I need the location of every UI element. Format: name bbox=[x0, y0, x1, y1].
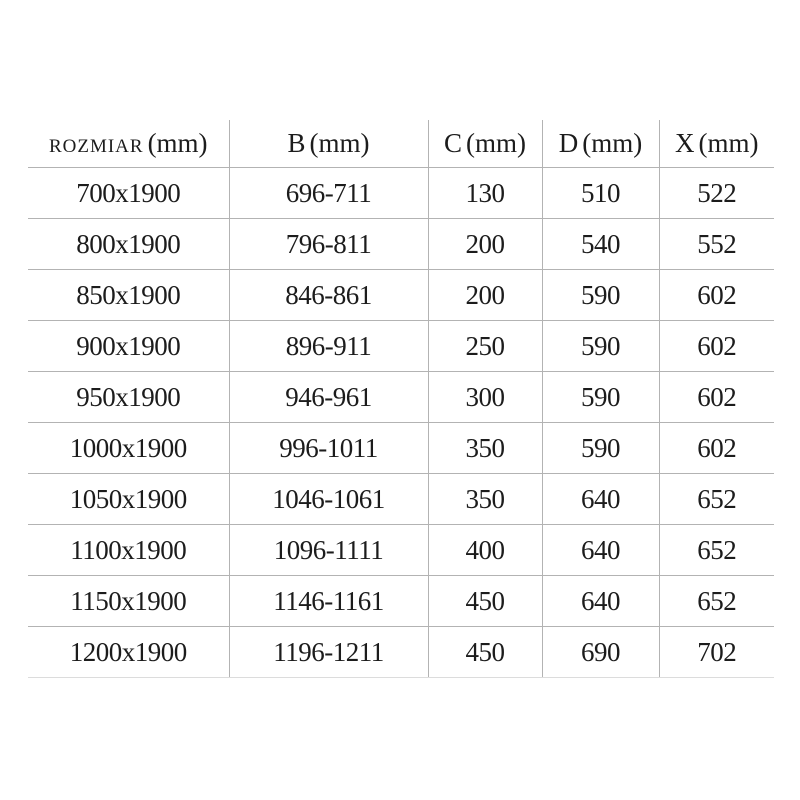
table-row bbox=[28, 474, 774, 525]
column-header-c-label: C bbox=[443, 128, 462, 158]
column-header-b bbox=[229, 120, 428, 168]
column-header-c-unit: (mm) bbox=[466, 128, 526, 158]
cell-b: 1096-1111 bbox=[229, 525, 428, 576]
cell-c: 350 bbox=[428, 474, 542, 525]
cell-x: 702 bbox=[659, 627, 774, 678]
cell-c: 350 bbox=[428, 423, 542, 474]
column-header-x bbox=[659, 120, 774, 168]
cell-x: 652 bbox=[659, 525, 774, 576]
header-row bbox=[28, 120, 774, 168]
column-header-x-label: X bbox=[675, 128, 695, 158]
cell-rozmiar: 1000x1900 bbox=[28, 423, 229, 474]
column-header-d-label: D bbox=[558, 128, 579, 158]
column-header-d bbox=[542, 120, 659, 168]
table-header bbox=[28, 120, 774, 168]
cell-b: 796-811 bbox=[229, 219, 428, 270]
cell-d: 510 bbox=[542, 168, 659, 219]
cell-d: 590 bbox=[542, 423, 659, 474]
cell-rozmiar: 1100x1900 bbox=[28, 525, 229, 576]
cell-c: 400 bbox=[428, 525, 542, 576]
cell-rozmiar: 950x1900 bbox=[28, 372, 229, 423]
cell-x: 602 bbox=[659, 321, 774, 372]
size-specification-table-container bbox=[28, 120, 774, 678]
cell-b: 696-711 bbox=[229, 168, 428, 219]
cell-x: 602 bbox=[659, 423, 774, 474]
cell-b: 846-861 bbox=[229, 270, 428, 321]
cell-d: 690 bbox=[542, 627, 659, 678]
table-row bbox=[28, 219, 774, 270]
table-row bbox=[28, 270, 774, 321]
cell-d: 640 bbox=[542, 576, 659, 627]
column-header-b-unit: (mm) bbox=[309, 128, 370, 158]
cell-x: 522 bbox=[659, 168, 774, 219]
cell-rozmiar: 800x1900 bbox=[28, 219, 229, 270]
table-row bbox=[28, 423, 774, 474]
cell-c: 200 bbox=[428, 219, 542, 270]
cell-c: 250 bbox=[428, 321, 542, 372]
table-row bbox=[28, 525, 774, 576]
cell-b: 1046-1061 bbox=[229, 474, 428, 525]
cell-b: 896-911 bbox=[229, 321, 428, 372]
cell-c: 450 bbox=[428, 576, 542, 627]
column-header-rozmiar bbox=[28, 120, 229, 168]
cell-b: 946-961 bbox=[229, 372, 428, 423]
cell-d: 540 bbox=[542, 219, 659, 270]
column-header-b-label: B bbox=[287, 128, 306, 158]
table-row bbox=[28, 576, 774, 627]
cell-c: 130 bbox=[428, 168, 542, 219]
cell-rozmiar: 850x1900 bbox=[28, 270, 229, 321]
column-header-d-unit: (mm) bbox=[582, 128, 643, 158]
cell-rozmiar: 1050x1900 bbox=[28, 474, 229, 525]
column-header-c bbox=[428, 120, 542, 168]
column-header-rozmiar-unit: (mm) bbox=[147, 128, 208, 158]
cell-rozmiar: 900x1900 bbox=[28, 321, 229, 372]
cell-x: 602 bbox=[659, 270, 774, 321]
cell-b: 1196-1211 bbox=[229, 627, 428, 678]
cell-rozmiar: 1150x1900 bbox=[28, 576, 229, 627]
cell-x: 602 bbox=[659, 372, 774, 423]
cell-d: 640 bbox=[542, 525, 659, 576]
cell-b: 996-1011 bbox=[229, 423, 428, 474]
table-body bbox=[28, 168, 774, 678]
cell-x: 652 bbox=[659, 474, 774, 525]
cell-c: 200 bbox=[428, 270, 542, 321]
cell-d: 590 bbox=[542, 372, 659, 423]
table-row bbox=[28, 372, 774, 423]
cell-c: 450 bbox=[428, 627, 542, 678]
cell-rozmiar: 1200x1900 bbox=[28, 627, 229, 678]
cell-c: 300 bbox=[428, 372, 542, 423]
cell-d: 640 bbox=[542, 474, 659, 525]
column-header-rozmiar-label: ROZMIAR bbox=[48, 136, 144, 157]
cell-rozmiar: 700x1900 bbox=[28, 168, 229, 219]
column-header-x-unit: (mm) bbox=[698, 128, 759, 158]
size-specification-table bbox=[28, 120, 774, 678]
table-row bbox=[28, 168, 774, 219]
table-row bbox=[28, 321, 774, 372]
cell-b: 1146-1161 bbox=[229, 576, 428, 627]
cell-d: 590 bbox=[542, 270, 659, 321]
table-row bbox=[28, 627, 774, 678]
cell-d: 590 bbox=[542, 321, 659, 372]
cell-x: 552 bbox=[659, 219, 774, 270]
cell-x: 652 bbox=[659, 576, 774, 627]
